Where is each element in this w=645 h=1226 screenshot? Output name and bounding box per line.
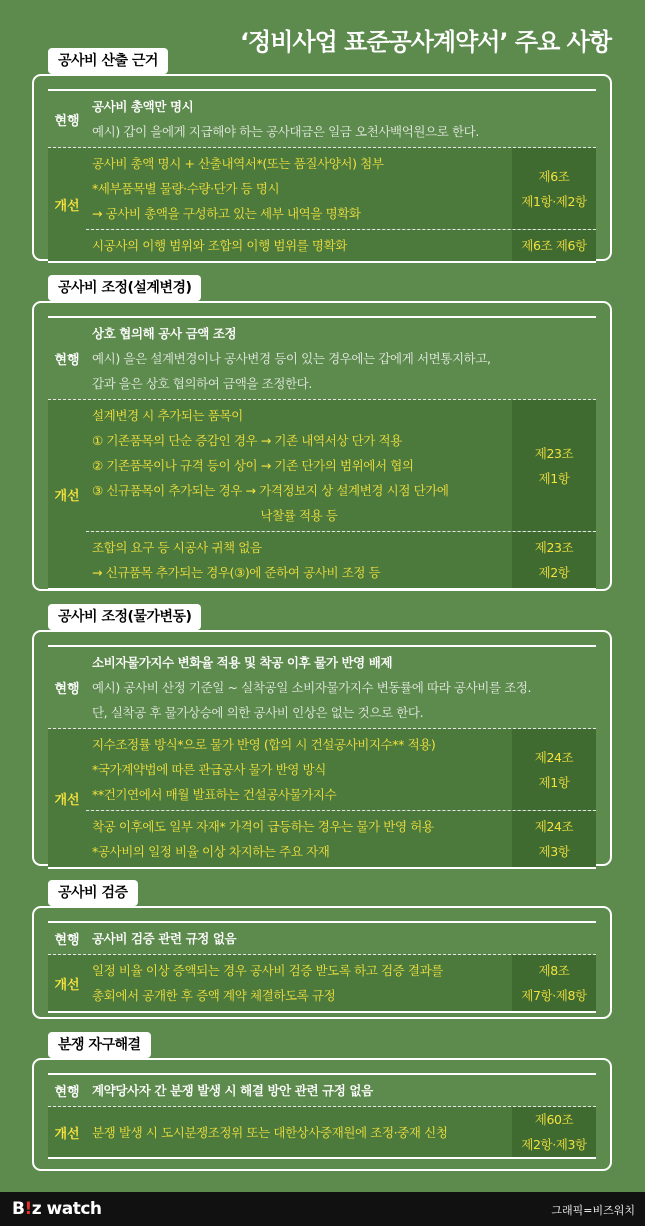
graphic-credit: 그래픽=비즈워치 (551, 1204, 635, 1217)
comparison-table (48, 645, 596, 869)
improved-row (48, 147, 596, 261)
section-box (32, 1058, 612, 1171)
improved-line: *세부품목별 물량·수량·단가 등 명시 (92, 181, 280, 196)
article-ref: 제24조 제1항 (512, 729, 596, 810)
improved-line: 설계변경 시 추가되는 품목이 (92, 408, 243, 423)
improved-line: 시공사의 이행 범위와 조합의 이행 범위를 명확화 (92, 238, 347, 253)
current-label: 현행 (48, 647, 86, 728)
current-summary: 계약당사자 간 분쟁 발생 시 해결 방안 관련 규정 없음 (92, 1083, 373, 1098)
current-row (48, 923, 596, 954)
section-box (32, 630, 612, 866)
improved-line: 낙찰률 적용 등 (260, 508, 338, 523)
improved-line: 일정 비율 이상 증액되는 경우 공사비 검증 받도록 하고 검증 결과를 (92, 963, 443, 978)
comparison-table (48, 921, 596, 1013)
article-ref: 제60조 제2항·제3항 (512, 1107, 596, 1157)
improved-line: 분쟁 발생 시 도시분쟁조정위 또는 대한상사중재원에 조정·중재 신청 (92, 1124, 448, 1140)
current-row (48, 91, 596, 147)
improved-line: → 공사비 총액을 구성하고 있는 세부 내역을 명확화 (92, 206, 361, 221)
current-example: 예시) 공사비 산정 기준일 ~ 실착공일 소비자물가지수 변동률에 따라 공사비를 조정. (92, 680, 532, 695)
improved-label: 개선 (48, 1107, 86, 1157)
article-ref: 제24조 제3항 (512, 811, 596, 867)
section-title: 공사비 검증 (48, 880, 138, 906)
improved-line: *국가계약법에 따른 관급공사 물가 반영 방식 (92, 762, 326, 777)
improved-line: ① 기존품목의 단순 증감인 경우 → 기존 내역서상 단가 적용 (92, 433, 402, 448)
section-title: 공사비 조정(설계변경) (48, 275, 201, 301)
improved-line: 조합의 요구 등 시공사 귀책 없음 (92, 540, 262, 555)
current-summary: 공사비 검증 관련 규정 없음 (92, 931, 237, 946)
current-example: 갑과 을은 상호 협의하여 금액을 조정한다. (92, 376, 312, 391)
improved-row (48, 1106, 596, 1157)
improved-line: *공사비의 일정 비율 이상 차지하는 주요 자재 (92, 844, 330, 859)
article-ref: 제23조 제2항 (512, 532, 596, 588)
current-row (48, 1075, 596, 1106)
current-example: 예시) 갑이 을에게 지급해야 하는 공사대금은 일금 오천사백억원으로 한다. (92, 124, 479, 139)
current-label: 현행 (48, 318, 86, 399)
page-title: ‘정비사업 표준공사계약서’ 주요 사항 (239, 28, 611, 56)
current-summary: 상호 협의해 공사 금액 조정 (92, 326, 237, 341)
bizwatch-logo: B!z watch (12, 1199, 102, 1219)
article-ref: 제8조 제7항·제8항 (512, 955, 596, 1011)
current-row (48, 318, 596, 399)
footer-bar (0, 1192, 645, 1226)
improved-row (48, 954, 596, 1011)
current-example: 단, 실착공 후 물가상승에 의한 공사비 인상은 없는 것으로 한다. (92, 705, 424, 720)
section-box (32, 906, 612, 1019)
improved-row (48, 728, 596, 867)
improved-line: 착공 이후에도 일부 자재* 가격이 급등하는 경우는 물가 반영 허용 (92, 819, 434, 834)
comparison-table (48, 316, 596, 590)
section-title: 공사비 조정(물가변동) (48, 604, 201, 630)
improved-line: 총회에서 공개한 후 증액 계약 체결하도록 규정 (92, 988, 336, 1003)
comparison-table (48, 89, 596, 263)
improved-line: ③ 신규품목이 추가되는 경우 → 가격정보지 상 설계변경 시점 단가에 (92, 483, 449, 498)
current-row (48, 647, 596, 728)
improved-label: 개선 (48, 148, 86, 261)
improved-line: 공사비 총액 명시 + 산출내역서*(또는 품질사양서) 첨부 (92, 156, 384, 171)
improved-label: 개선 (48, 955, 86, 1011)
current-summary: 공사비 총액만 명시 (92, 99, 194, 114)
current-example: 예시) 을은 설계변경이나 공사변경 등이 있는 경우에는 갑에게 서면통지하고, (92, 351, 491, 366)
section-box (32, 301, 612, 591)
current-label: 현행 (48, 1075, 86, 1106)
section-title: 분쟁 자구해결 (48, 1032, 151, 1058)
improved-line: 지수조정률 방식*으로 물가 반영 (합의 시 건설공사비지수** 적용) (92, 737, 436, 752)
current-label: 현행 (48, 91, 86, 147)
improved-label: 개선 (48, 729, 86, 867)
improved-row (48, 399, 596, 588)
current-label: 현행 (48, 923, 86, 954)
article-ref: 제6조 제1항·제2항 (512, 148, 596, 229)
improved-line: → 신규품목 추가되는 경우(③)에 준하여 공사비 조정 등 (92, 565, 381, 580)
comparison-table (48, 1073, 596, 1159)
improved-line: **건기연에서 매월 발표하는 건설공사물가지수 (92, 787, 337, 802)
improved-line: ② 기존품목이나 규격 등이 상이 → 기존 단가의 범위에서 협의 (92, 458, 414, 473)
section-title: 공사비 산출 근거 (48, 48, 168, 74)
article-ref: 제6조 제6항 (512, 230, 596, 261)
article-ref: 제23조 제1항 (512, 400, 596, 531)
section-box (32, 74, 612, 261)
current-summary: 소비자물가지수 변화율 적용 및 착공 이후 물가 반영 배제 (92, 655, 393, 670)
improved-label: 개선 (48, 400, 86, 588)
